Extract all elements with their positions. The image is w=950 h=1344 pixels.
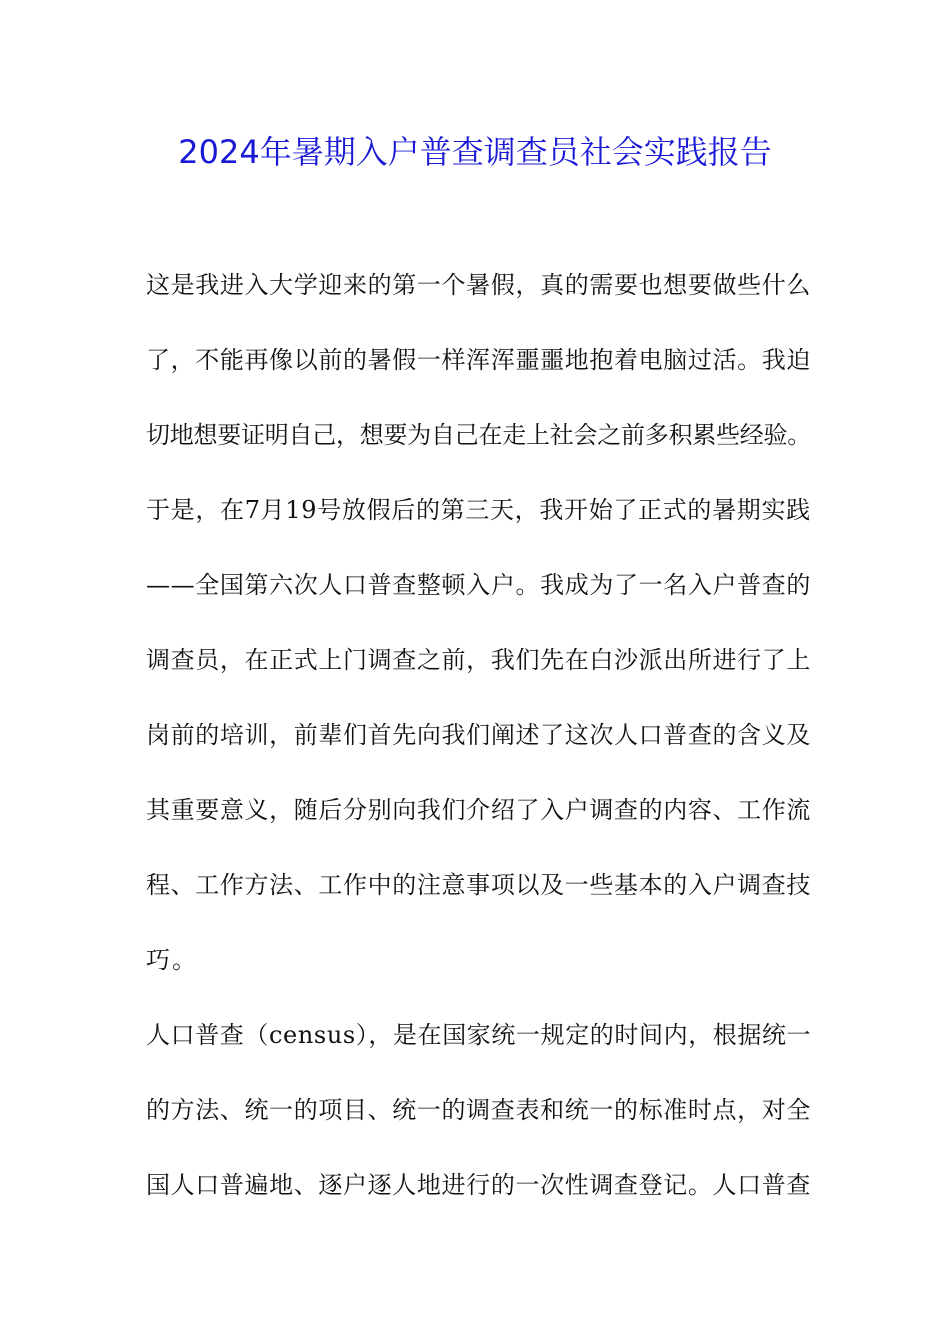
body-line: ——全国第六次人口普查整顿入户。我成为了一名入户普查的 (146, 571, 811, 599)
body-line: 巧。 (146, 946, 198, 974)
body-line: 切地想要证明自己，想要为自己在走上社会之前多积累些经验。 (146, 421, 811, 449)
body-line: 调查员，在正式上门调查之前，我们先在白沙派出所进行了上 (146, 646, 811, 674)
body-line: 国人口普遍地、逐户逐人地进行的一次性调查登记。人口普查 (146, 1171, 811, 1199)
body-line: 其重要意义，随后分别向我们介绍了入户调查的内容、工作流 (146, 796, 811, 824)
body-line: 岗前的培训，前辈们首先向我们阐述了这次人口普查的含义及 (146, 721, 811, 749)
body-line: 程、工作方法、工作中的注意事项以及一些基本的入户调查技 (146, 871, 811, 899)
body-line: 这是我进入大学迎来的第一个暑假，真的需要也想要做些什么 (146, 271, 811, 299)
body-line: 人口普查（census），是在国家统一规定的时间内，根据统一 (146, 1021, 812, 1049)
body-line: 于是，在7月19号放假后的第三天，我开始了正式的暑期实践 (146, 496, 811, 524)
body-line: 了，不能再像以前的暑假一样浑浑噩噩地抱着电脑过活。我迫 (146, 346, 811, 374)
body-line: 的方法、统一的项目、统一的调查表和统一的标准时点，对全 (146, 1096, 811, 1124)
document-title: 2024年暑期入户普查调查员社会实践报告 (178, 133, 772, 171)
